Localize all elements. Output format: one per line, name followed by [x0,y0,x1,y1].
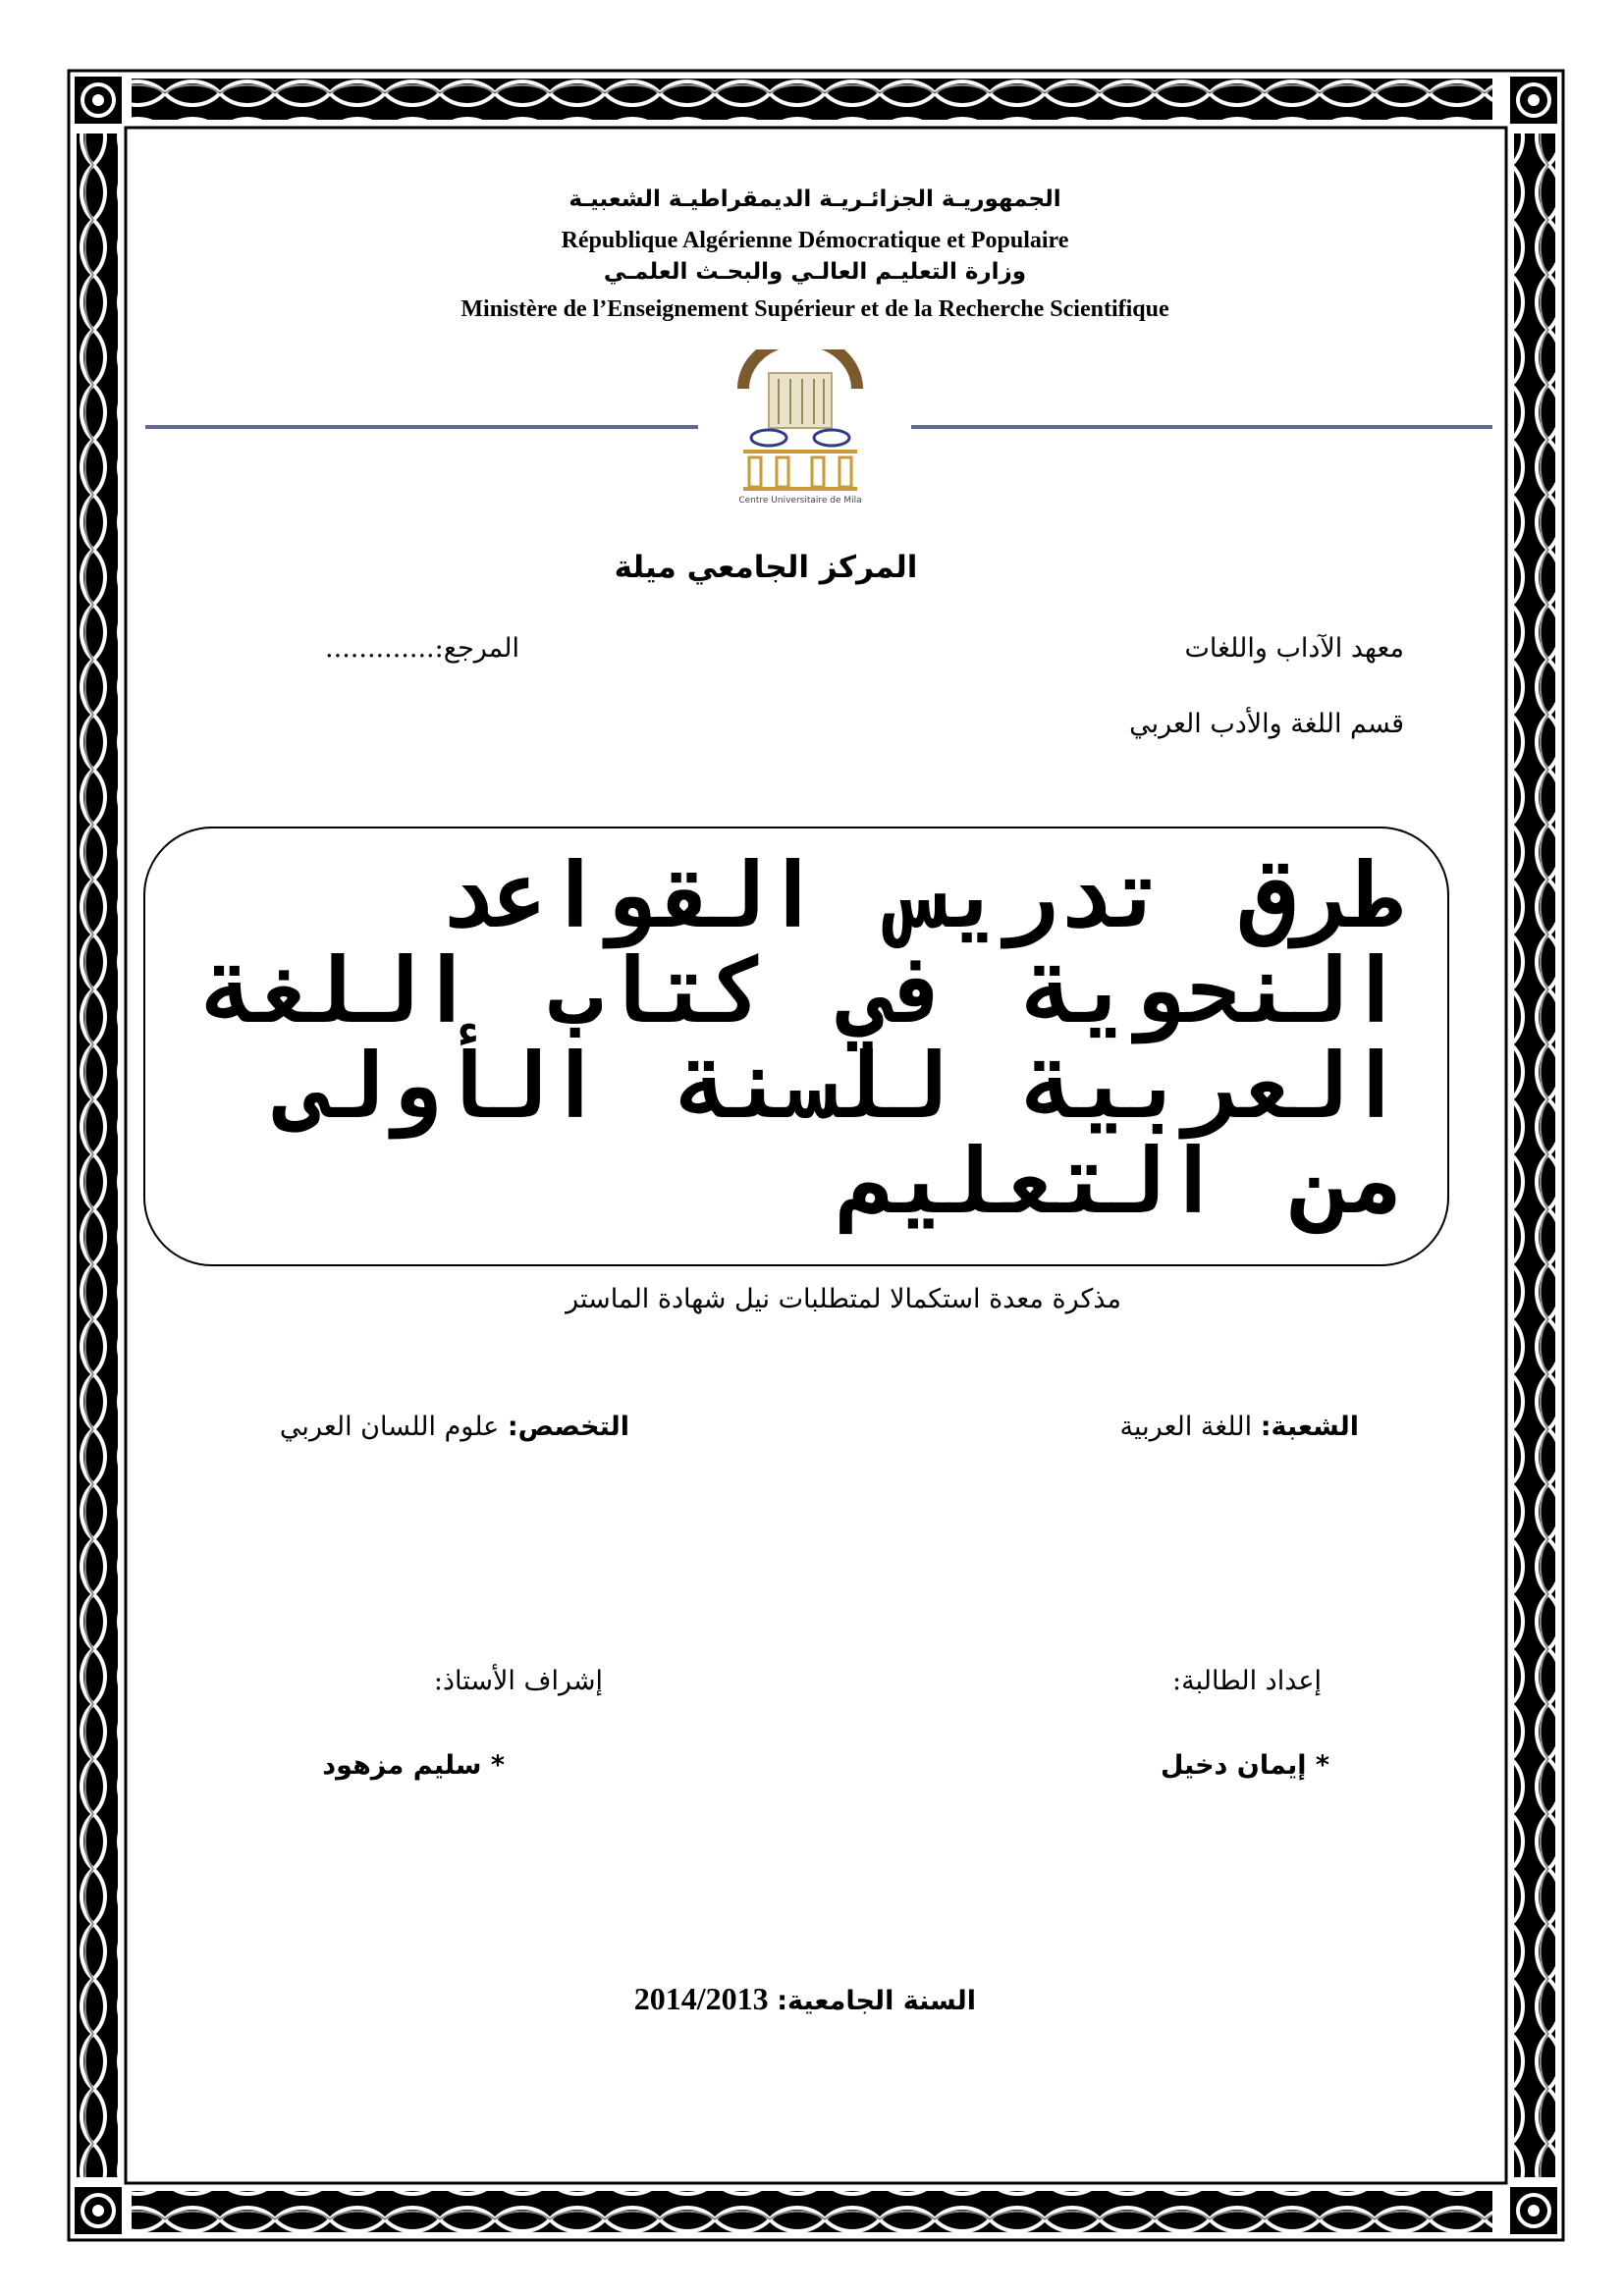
institution-name: المركز الجامعي ميلة [614,550,918,585]
specialty-value: علوم اللسان العربي [279,1412,500,1442]
logo-caption: Centre Universitaire de Mila [738,496,862,506]
academic-year-label: السنة الجامعية: [777,1986,976,2016]
header-rule-left [145,425,698,429]
academic-year-value: 2014/2013 [633,1981,769,2016]
ministry-arabic: وزارة التعليـم العالـي والبحـث العلمـي [603,259,1027,285]
branch-label: الشعبة: [1260,1412,1359,1442]
institute-name: معهد الآداب واللغات [1184,633,1404,664]
republic-arabic: الجمهوريـة الجزائـريـة الديمقراطيـة الشعبيـة [568,187,1061,212]
corner-ornament-icon [75,77,122,124]
header-rule-right [911,425,1492,429]
supervisor-name: سليم مزهود [322,1750,482,1781]
supervisor-name-line [322,1750,505,1781]
branch-value: اللغة العربية [1119,1412,1253,1442]
reference-label: المرجع:............. [325,633,519,664]
ministry-french: Ministère de l’Enseignement Supérieur et de la Recherche Scientifique [460,296,1169,322]
student-name: إيمان دخيل [1160,1750,1307,1781]
specialty-label: التخصص: [507,1412,629,1442]
bullet-star-icon: * [1315,1750,1329,1781]
bullet-star-icon: * [490,1750,505,1781]
corner-ornament-icon [1510,2187,1557,2234]
corner-ornament-icon [1510,77,1557,124]
supervisor-label: إشراف الأستاذ: [433,1666,603,1696]
thesis-title-box [143,827,1449,1266]
student-name-line [1161,1750,1329,1781]
department-name: قسم اللغة والأدب العربي [1129,709,1404,739]
academic-year-line [634,1981,976,2017]
branch-line [1120,1412,1359,1442]
corner-ornament-icon [75,2187,122,2234]
student-label: إعداد الطالبة: [1172,1666,1322,1696]
republic-french: République Algérienne Démocratique et Populaire [561,228,1069,253]
thesis-subtitle: مذكرة معدة استكمالا لمتطلبات نيل شهادة الماستر [566,1284,1121,1314]
university-logo-icon [722,349,879,507]
thesis-title: طرق تدريس القواعد النحوية في كتاب اللغة العربية للسنة الأولى من التعليم [201,843,1403,1234]
specialty-line [280,1412,629,1442]
